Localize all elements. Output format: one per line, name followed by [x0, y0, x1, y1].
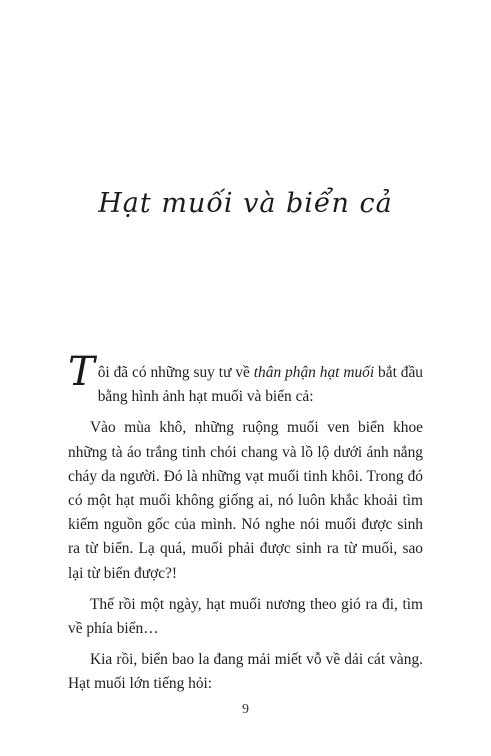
paragraph-2: Vào mùa khô, những ruộng muối ven biển khoe những tà áo trắng tinh chói chang và lồ lộ dưới ánh nắng cháy da người. Đó là những vạt muối tinh khôi. Trong đó có một hạt muối không giống ai, nó luôn khắc khoải tìm kiếm nguồn gốc của mình. Nó nghe nói muối được sinh ra từ biển. Lạ quá, muối phải được sinh ra từ muối, sao lại từ biển được?!	[68, 419, 423, 582]
paragraph-1-lead: ôi đã có những suy tư về	[97, 364, 254, 381]
paragraph-4: Kia rồi, biển bao la đang mải miết vỗ về dải cát vàng. Hạt muối lớn tiếng hỏi:	[68, 651, 423, 693]
chapter-title: Hạt muối và biển cả	[98, 188, 393, 219]
drop-cap: T	[68, 349, 95, 395]
paragraph-1-emphasis: thân phận hạt muối	[253, 364, 375, 381]
paragraph-1-tail: bắt đầu bằng hình ảnh hạt muối và biển cả:	[97, 364, 423, 406]
page-number: 9	[242, 702, 249, 717]
body-text	[68, 349, 423, 704]
paragraph-1	[68, 349, 423, 409]
paragraph-3: Thế rồi một ngày, hạt muối nương theo gió ra đi, tìm về phía biển…	[68, 595, 423, 638]
